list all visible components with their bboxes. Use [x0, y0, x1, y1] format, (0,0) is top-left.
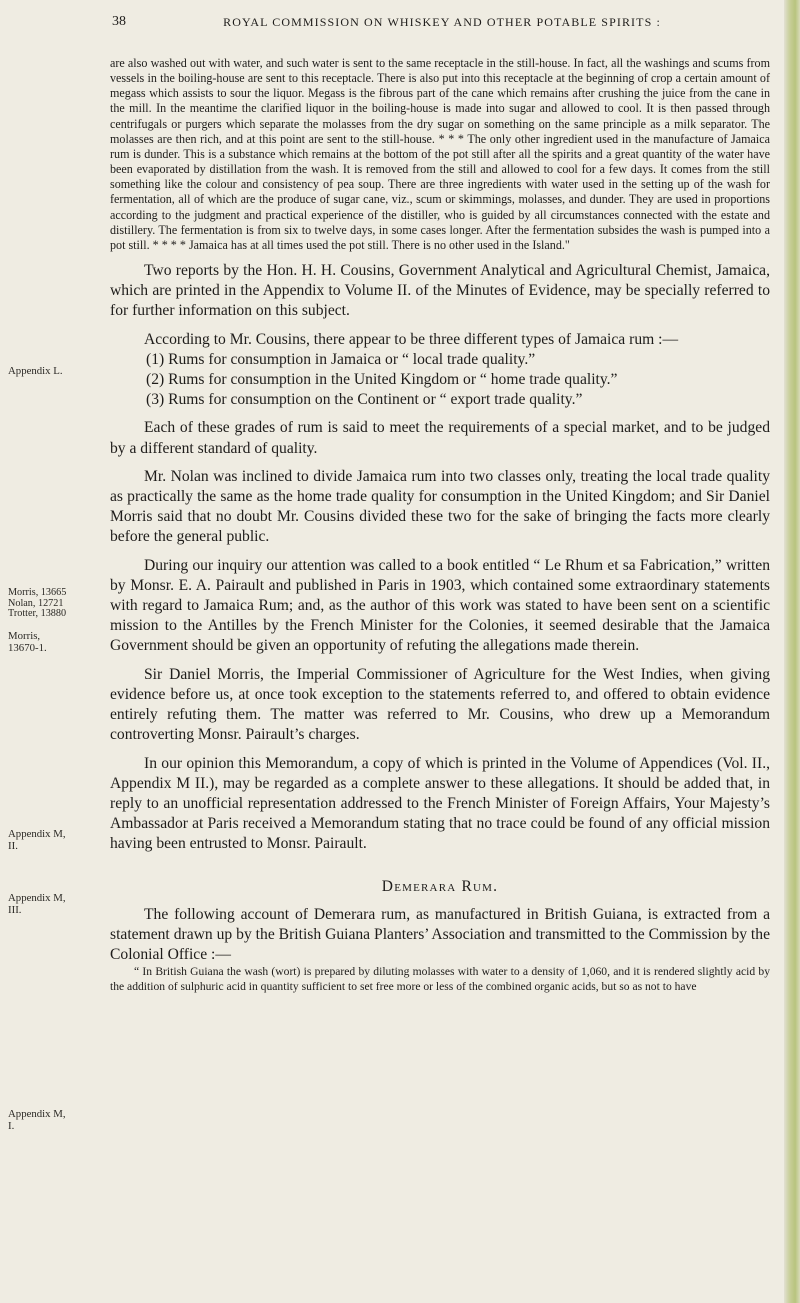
- margin-note-appendix-m-ii: Appendix M, II.: [8, 828, 66, 852]
- paragraph-cousins-reports: Two reports by the Hon. H. H. Cousins, Government Analytical and Agricultural Chemist, Jamaica, which are printed in the Appendix to Volume II. of the Minutes of Evidence, may be specially referred to for further information on this subject.: [110, 262, 770, 320]
- paragraph-nolan: Mr. Nolan was inclined to divide Jamaica rum into two classes only, treating the local trade quality as practically the same as the home trade quality for consumption in the United Kingdom; and Sir Daniel Morris said that no doubt Mr. Cousins divided these two for the sake of bringing the facts more clearly before the general public.: [110, 467, 770, 546]
- main-text: [110, 261, 770, 965]
- list-item-local-trade: (1) Rums for consumption in Jamaica or “ local trade quality.”: [146, 350, 536, 368]
- paragraph-morris-exception: Sir Daniel Morris, the Imperial Commissioner of Agriculture for the West Indies, when giving evidence before us, at once took exception to the statements referred to, and offered to obtain evidence entirely refuting them. The matter was referred to Mr. Cousins, who drew up a Memorandum controverting Monsr. Pairault’s charges.: [110, 665, 770, 744]
- quoted-evidence: [110, 56, 770, 253]
- paragraph-demerara-account: The following account of Demerara rum, as manufactured in British Guiana, is extracted from a statement drawn up by the British Guiana Planters’ Association and transmitted to the Commission by the Colonial Office :—: [110, 905, 770, 964]
- quote-british-guiana: “ In British Guiana the wash (wort) is prepared by diluting molasses with water to a density of 1,060, and it is rendered slightly acid by the addition of sulphuric acid in quantity sufficient to set free more or less of the combined organic acids, but so as not to have: [110, 965, 770, 993]
- page-content: [110, 56, 770, 994]
- list-item-home-trade: (2) Rums for consumption in the United Kingdom or “ home trade quality.”: [146, 371, 618, 389]
- margin-note-morris-13670: Morris, 13670-1.: [8, 630, 47, 654]
- paragraph-three-types: According to Mr. Cousins, there appear to be three different types of Jamaica rum :—: [144, 330, 679, 348]
- list-item-export-trade: (3) Rums for consumption on the Continent or “ export trade quality.”: [146, 391, 583, 409]
- page-number: 38: [112, 14, 126, 29]
- page-header: [112, 14, 772, 36]
- margin-note-appendix-l: Appendix L.: [8, 365, 63, 377]
- quote-paragraph: are also washed out with water, and such water is sent to the same receptacle in the still-house. In fact, all the washings and scums from vessels in the boiling-house are sent to this receptacle. There is also put into this receptacle at the beginning of crop a certain amount of megass which assists to sour the liquor. Megass is the fibrous part of the cane which remains after crushing the juice from the cane in the mill. In the meantime the clarified liquor in the boiling-house is made into sugar and allowed to cool. It is then passed through centrifugals or purgers which separate the molasses from the dry sugar on something on the same principle as a milk separator. The molasses are then rich, and at this point are sent to the still-house. * * * The only other ingredient used in the manufacture of Jamaica rum is dunder. This is a substance which remains at the bottom of the pot still after all the spirits and a great quantity of the water have been evaporated by distillation from the wash. It is removed from the still and allowed to cool for a few days. It comes from the still something like the colour and consistency of pea soup. There are three ingredients with water used in the setting up of the wash for fermentation, all of which are the produce of sugar cane, viz., scum or skimmings, molasses, and dunder. They are used in proportions according to the judgment and practical experience of the distiller, who is guided by all circumstances connected with the estate and distillery. The fermentation is from six to twelve days, in some cases longer. After the fermentation subsides the wash is pumped into a pot still. * * * * Jamaica has at all times used the pot still. There is no other used in the Island.": [110, 56, 770, 252]
- page-edge: [784, 0, 800, 1303]
- paragraph-grades: Each of these grades of rum is said to meet the requirements of a special market, and to be judged by a different standard of quality.: [110, 419, 770, 457]
- margin-note-appendix-m-iii: Appendix M, III.: [8, 892, 66, 916]
- paragraph-pairault-book: During our inquiry our attention was called to a book entitled “ Le Rhum et sa Fabrication,” written by Monsr. E. A. Pairault and published in Paris in 1903, which contained some extraordinary statements with regard to Jamaica Rum; and, as the author of this work was stated to have been sent on a scientific mission to the Antilles by the French Minister for the Colonies, it seemed desirable that the Jamaica Government should be given an opportunity of refuting the allegations made therein.: [110, 556, 770, 655]
- paragraph-memorandum: In our opinion this Memorandum, a copy of which is printed in the Volume of Appendices (Vol. II., Appendix M II.), may be regarded as a complete answer to these allegations. It should be added that, in reply to an unofficial representation addressed to the French Minister of Foreign Affairs, Your Majesty’s Ambassador at Paris received a Memorandum stating that no trace could be found of any official mission having been entrusted to Monsr. Pairault.: [110, 754, 770, 853]
- margin-note-morris-nolan-trotter: Morris, 13665 Nolan, 12721 Trotter, 13880: [8, 587, 67, 619]
- margin-note-appendix-m-i: Appendix M, I.: [8, 1108, 66, 1132]
- running-head: ROYAL COMMISSION ON WHISKEY AND OTHER POTABLE SPIRITS :: [223, 15, 661, 29]
- section-heading-demerara: Demerara Rum.: [381, 877, 499, 895]
